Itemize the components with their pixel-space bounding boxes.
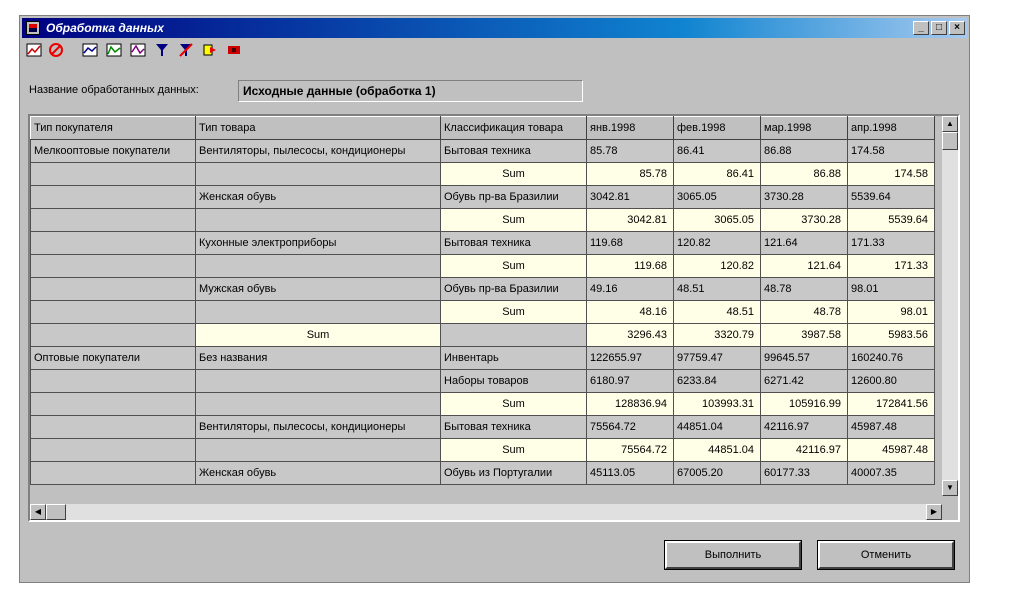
table-cell[interactable]: Обувь пр-ва Бразилии [441, 186, 587, 209]
value-cell[interactable]: 75564.72 [587, 416, 674, 439]
table-cell[interactable]: Sum [441, 255, 587, 278]
table-row [31, 278, 935, 301]
value-cell[interactable]: 171.33 [848, 255, 935, 278]
table-cell[interactable]: Женская обувь [196, 462, 441, 485]
cancel-button[interactable]: Отменить [818, 541, 954, 569]
table-cell[interactable] [31, 301, 196, 324]
table-cell[interactable] [31, 462, 196, 485]
value-cell[interactable]: 12600.80 [848, 370, 935, 393]
value-cell[interactable]: 121.64 [761, 232, 848, 255]
value-cell[interactable]: 44851.04 [674, 439, 761, 462]
chart-icon[interactable] [24, 42, 44, 62]
table-cell[interactable] [31, 393, 196, 416]
filter-icon[interactable] [152, 42, 172, 62]
column-header[interactable]: фев.1998 [674, 117, 761, 140]
table-cell[interactable]: Оптовые покупатели [31, 347, 196, 370]
value-cell[interactable]: 6271.42 [761, 370, 848, 393]
value-cell[interactable]: 86.41 [674, 140, 761, 163]
table-row [31, 186, 935, 209]
value-cell[interactable]: 98.01 [848, 278, 935, 301]
value-cell[interactable]: 48.78 [761, 278, 848, 301]
table-cell[interactable] [196, 393, 441, 416]
table-cell[interactable]: Кухонные электроприборы [196, 232, 441, 255]
value-cell[interactable]: 128836.94 [587, 393, 674, 416]
table-row [31, 301, 935, 324]
value-cell[interactable]: 86.88 [761, 163, 848, 186]
table-row [31, 439, 935, 462]
table-row [31, 324, 935, 347]
table-row [31, 370, 935, 393]
execute-button[interactable]: Выполнить [665, 541, 801, 569]
chart-icon[interactable] [104, 42, 124, 62]
value-cell[interactable]: 48.78 [761, 301, 848, 324]
value-cell[interactable]: 48.16 [587, 301, 674, 324]
value-cell[interactable]: 49.16 [587, 278, 674, 301]
value-cell[interactable]: 120.82 [674, 232, 761, 255]
value-cell[interactable]: 42116.97 [761, 416, 848, 439]
table-cell[interactable]: Sum [196, 324, 441, 347]
table-row [31, 347, 935, 370]
value-cell[interactable]: 45987.48 [848, 439, 935, 462]
table-row [31, 393, 935, 416]
table-row [31, 462, 935, 485]
value-cell[interactable]: 160240.76 [848, 347, 935, 370]
table-cell[interactable] [196, 255, 441, 278]
table-cell[interactable]: Без названия [196, 347, 441, 370]
table-cell[interactable]: Вентиляторы, пылесосы, кондиционеры [196, 140, 441, 163]
value-cell[interactable]: 174.58 [848, 163, 935, 186]
data-processing-window [19, 15, 970, 583]
horizontal-scrollbar[interactable] [30, 504, 942, 520]
value-cell[interactable]: 86.41 [674, 163, 761, 186]
value-cell[interactable]: 105916.99 [761, 393, 848, 416]
column-header[interactable]: Тип товара [196, 117, 441, 140]
exit-icon[interactable] [224, 42, 244, 62]
value-cell[interactable]: 171.33 [848, 232, 935, 255]
value-cell[interactable]: 85.78 [587, 140, 674, 163]
value-cell[interactable]: 5539.64 [848, 186, 935, 209]
value-cell[interactable]: 3065.05 [674, 186, 761, 209]
vertical-scroll-thumb[interactable] [942, 132, 958, 150]
value-cell[interactable]: 42116.97 [761, 439, 848, 462]
value-cell[interactable]: 3296.43 [587, 324, 674, 347]
value-cell[interactable]: 45987.48 [848, 416, 935, 439]
value-cell[interactable]: 60177.33 [761, 462, 848, 485]
value-cell[interactable]: 6180.97 [587, 370, 674, 393]
data-table [30, 116, 935, 485]
table-row [31, 232, 935, 255]
table-cell[interactable]: Sum [441, 439, 587, 462]
value-cell[interactable]: 6233.84 [674, 370, 761, 393]
value-cell[interactable]: 40007.35 [848, 462, 935, 485]
value-cell[interactable]: 86.88 [761, 140, 848, 163]
table-cell[interactable]: Бытовая техника [441, 416, 587, 439]
table-cell[interactable]: Sum [441, 163, 587, 186]
table-row [31, 255, 935, 278]
export-icon[interactable] [200, 42, 220, 62]
value-cell[interactable]: 3320.79 [674, 324, 761, 347]
table-row [31, 209, 935, 232]
scroll-right-button[interactable]: ▶ [926, 504, 942, 520]
table-cell[interactable] [31, 209, 196, 232]
table-cell[interactable]: Sum [441, 209, 587, 232]
column-header[interactable]: мар.1998 [761, 117, 848, 140]
app-icon[interactable] [26, 21, 40, 35]
value-cell[interactable]: 44851.04 [674, 416, 761, 439]
column-header[interactable]: янв.1998 [587, 117, 674, 140]
value-cell[interactable]: 3987.58 [761, 324, 848, 347]
scroll-up-button[interactable]: ▲ [942, 116, 958, 132]
table-cell[interactable]: Наборы товаров [441, 370, 587, 393]
value-cell[interactable]: 97759.47 [674, 347, 761, 370]
horizontal-scroll-thumb[interactable] [46, 504, 66, 520]
table-cell[interactable] [31, 232, 196, 255]
table-cell[interactable] [196, 439, 441, 462]
value-cell[interactable]: 75564.72 [587, 439, 674, 462]
table-cell[interactable]: Вентиляторы, пылесосы, кондиционеры [196, 416, 441, 439]
table-cell[interactable]: Обувь пр-ва Бразилии [441, 278, 587, 301]
value-cell[interactable]: 119.68 [587, 255, 674, 278]
table-row [31, 140, 935, 163]
table-cell[interactable]: Обувь из Португалии [441, 462, 587, 485]
table-cell[interactable]: Бытовая техника [441, 232, 587, 255]
value-cell[interactable]: 121.64 [761, 255, 848, 278]
chart-icon[interactable] [80, 42, 100, 62]
chart-icon[interactable] [128, 42, 148, 62]
column-header[interactable]: Классификация товара [441, 117, 587, 140]
data-name-field[interactable]: Исходные данные (обработка 1) [238, 80, 583, 102]
table-cell[interactable]: Sum [441, 393, 587, 416]
value-cell[interactable]: 99645.57 [761, 347, 848, 370]
data-name-label: Название обработанных данных: [29, 84, 199, 96]
maximize-button[interactable]: □ [931, 21, 947, 35]
value-cell[interactable]: 48.51 [674, 301, 761, 324]
value-cell[interactable]: 122655.97 [587, 347, 674, 370]
value-cell[interactable]: 174.58 [848, 140, 935, 163]
value-cell[interactable]: 3730.28 [761, 186, 848, 209]
close-button[interactable]: × [949, 21, 965, 35]
table-cell[interactable] [31, 186, 196, 209]
value-cell[interactable]: 98.01 [848, 301, 935, 324]
stop-icon[interactable] [46, 42, 66, 62]
table-cell[interactable]: Инвентарь [441, 347, 587, 370]
table-row [31, 163, 935, 186]
window-title: Обработка данных [46, 21, 164, 35]
value-cell[interactable]: 5983.56 [848, 324, 935, 347]
table-cell[interactable] [441, 324, 587, 347]
table-row [31, 416, 935, 439]
table-cell[interactable] [31, 255, 196, 278]
table-header-row [31, 117, 935, 140]
scroll-down-button[interactable]: ▼ [942, 480, 958, 496]
table-cell[interactable]: Мужская обувь [196, 278, 441, 301]
table-cell[interactable]: Женская обувь [196, 186, 441, 209]
value-cell[interactable]: 45113.05 [587, 462, 674, 485]
value-cell[interactable]: 5539.64 [848, 209, 935, 232]
value-cell[interactable]: 3730.28 [761, 209, 848, 232]
scroll-left-button[interactable]: ◀ [30, 504, 46, 520]
title-bar[interactable] [22, 18, 967, 38]
table-cell[interactable] [31, 324, 196, 347]
column-header[interactable]: апр.1998 [848, 117, 935, 140]
table-cell[interactable]: Бытовая техника [441, 140, 587, 163]
value-cell[interactable]: 3042.81 [587, 186, 674, 209]
table-cell[interactable] [196, 301, 441, 324]
table-cell[interactable] [31, 278, 196, 301]
value-cell[interactable]: 85.78 [587, 163, 674, 186]
value-cell[interactable]: 3042.81 [587, 209, 674, 232]
table-cell[interactable] [196, 163, 441, 186]
table-cell[interactable] [196, 370, 441, 393]
table-cell[interactable] [31, 416, 196, 439]
value-cell[interactable]: 3065.05 [674, 209, 761, 232]
table-cell[interactable] [31, 370, 196, 393]
table-cell[interactable] [31, 439, 196, 462]
table-cell[interactable]: Мелкооптовые покупатели [31, 140, 196, 163]
value-cell[interactable]: 48.51 [674, 278, 761, 301]
vertical-scrollbar[interactable] [942, 116, 958, 496]
value-cell[interactable]: 67005.20 [674, 462, 761, 485]
minimize-button[interactable]: _ [913, 21, 929, 35]
column-header[interactable]: Тип покупателя [31, 117, 196, 140]
value-cell[interactable]: 103993.31 [674, 393, 761, 416]
value-cell[interactable]: 119.68 [587, 232, 674, 255]
value-cell[interactable]: 172841.56 [848, 393, 935, 416]
filter-clear-icon[interactable] [176, 42, 196, 62]
table-cell[interactable] [31, 163, 196, 186]
data-grid[interactable] [28, 114, 960, 522]
table-cell[interactable]: Sum [441, 301, 587, 324]
table-cell[interactable] [196, 209, 441, 232]
value-cell[interactable]: 120.82 [674, 255, 761, 278]
